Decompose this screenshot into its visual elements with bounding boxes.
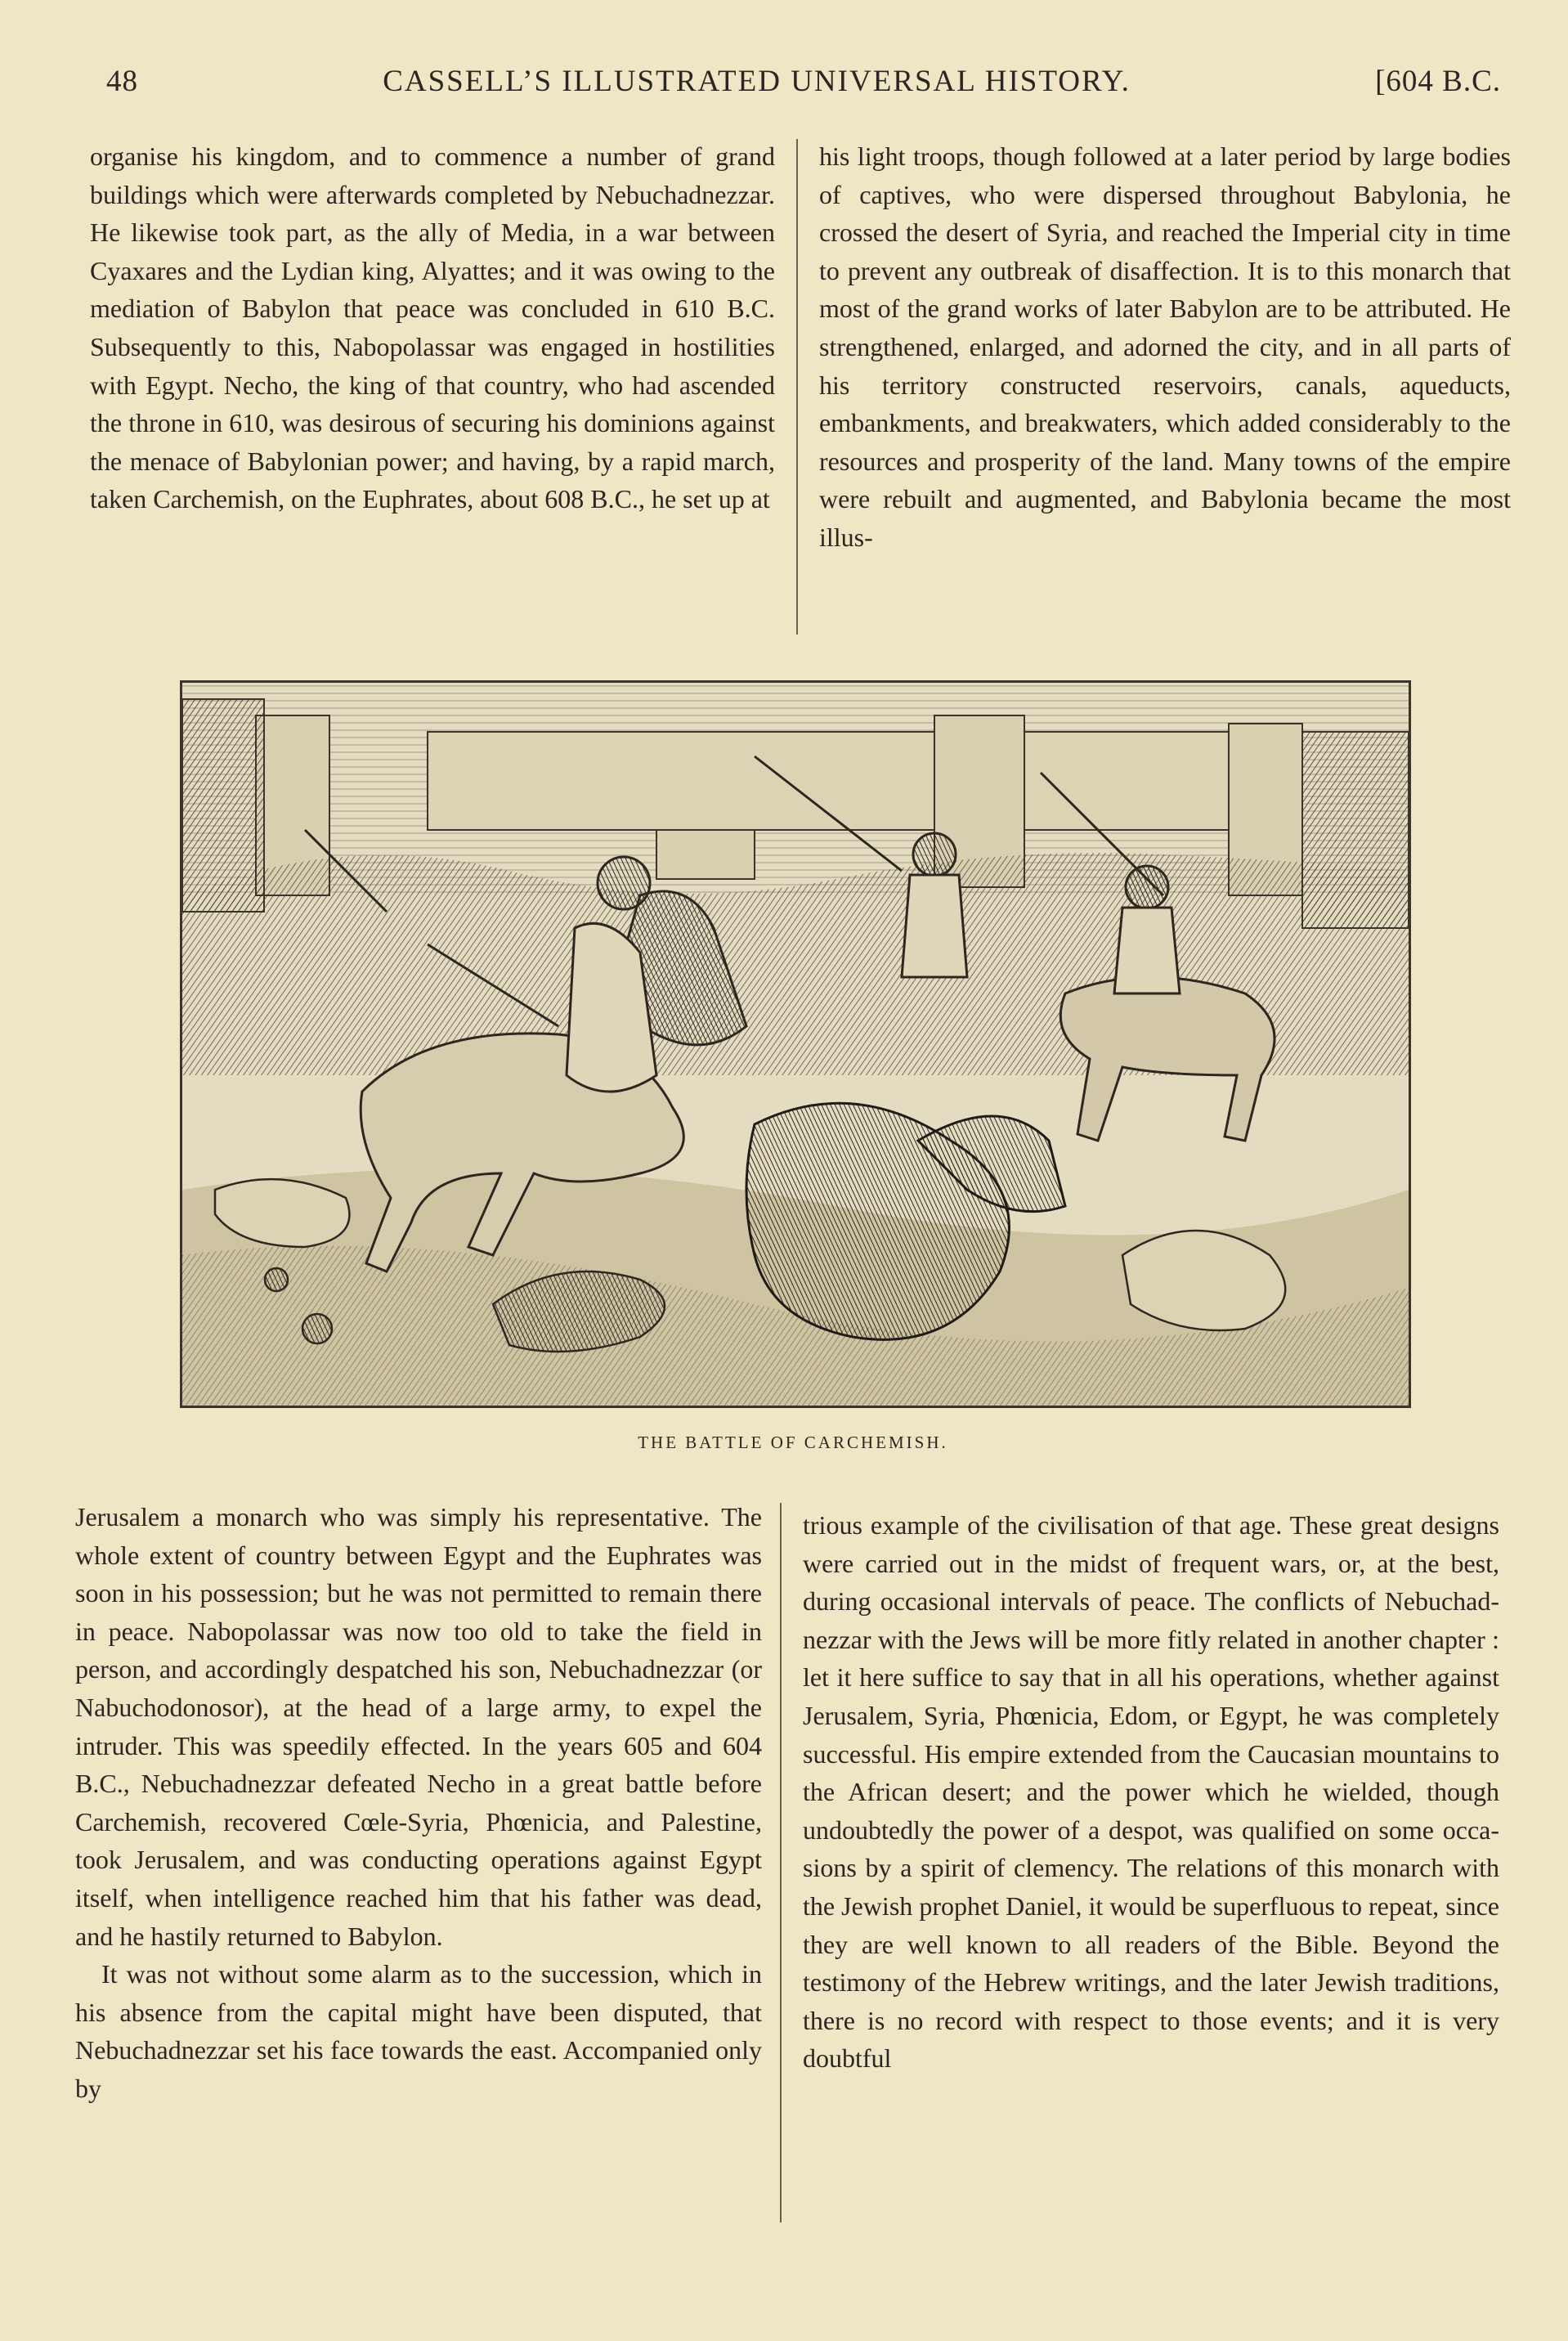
book-title: CASSELL’S ILLUSTRATED UNIVERSAL HISTORY. [383,65,1131,98]
paragraph: his light troops, though followed at a later period by large bodies of captives, who were dispersed throughout Babylonia, he crossed the desert of Syria, and reached the Imperial city in time to prevent any outbreak of disaffection. It is to this monarch that most of the grand works of later Babylon are to be attributed. He strengthened, enlarged, and adorned the city, and in all parts of his territory constructed reservoirs, canals, aqueducts, embankments, and breakwaters, which added considerably to the resources and prosperity of the land. Many towns of the empire were rebuilt and augmented, and Babylonia became the most illus- [819,141,1511,552]
paragraph: It was not without some alarm as to the succession, which in his absence from the capital might have been disputed, that Nebuchadnezzar set his face towards the east. Accompanied only by [75,1959,762,2103]
paragraph: organise his kingdom, and to commence a number of grand buildings which were afterwards completed by Nebuchadnezzar. He likewise took part, as the ally of Media, in a war between Cyaxares and the Lydian king, Alyattes; and it was owing to the mediation of Babylon that peace was concluded in 610 B.C. Subsequently to this, Nabopolassar was engaged in hostilities with Egypt. Necho, the king of that country, who had ascended the throne in 610, was desirous of securing his dominions against the menace of Babylonian power; and having, by a rapid march, taken Carchemish, on the Euphrates, about 608 B.C., he set up at [90,141,775,514]
top-left-column [90,137,775,638]
date-marker: [604 B.C. [1375,65,1501,98]
paragraph: trious example of the civilisation of that age. These great designs were carried out in the midst of frequent wars, or, at the best, during occasional intervals of peace. The conflicts of Nebuchadnezzar with the Jews will be more fitly related in another chapter : let it here suffice to say that in all his operations, whether against Jerusalem, Syria, Phœnicia, Edom, or Egypt, he was completely successful. His empire extended from the Caucasian mountains to the African desert; and the power which he wielded, though undoubtedly the power of a despot, was qualified on some occasions by a spirit of clemency. The relations of this monarch with the Jewish prophet Daniel, it would be superfluous to repeat, since they are well known to all readers of the Bible. Beyond the testimony of the Hebrew writings, and the later Jewish traditions, there is no record with respect to those events; and it is very doubtful [803,1510,1499,2074]
engraving-image [182,683,1409,1406]
battle-illustration [180,680,1411,1408]
bottom-right-column [803,1506,1499,2226]
bottom-left-column [75,1498,762,2226]
page-number: 48 [106,65,138,98]
top-right-column [819,137,1511,638]
column-rule-top [796,139,798,635]
figure-caption: THE BATTLE OF CARCHEMISH. [638,1433,948,1452]
paragraph: Jerusalem a monarch who was simply his representative. The whole extent of country between Egypt and the Euphrates was soon in his possession; but he was not permitted to remain there in peace. Nabopolassar was now too old to take the field in person, and accordingly despatched his son, Nebuchadnezzar (or Nabuchodonosor), at the head of a large army, to expel the intruder. This was speedily effected. In the years 605 and 604 B.C., Nebuchadnezzar defeated Necho in a great battle before Carchemish, recovered Cœle-Syria, Phœnicia, and Palestine, took Jerusalem, and was conducting operations against Egypt itself, when intelligence reached him that his father was dead, and he hastily returned to Babylon. [75,1502,762,1951]
column-rule-bottom [780,1503,782,2222]
running-head [106,64,1501,105]
